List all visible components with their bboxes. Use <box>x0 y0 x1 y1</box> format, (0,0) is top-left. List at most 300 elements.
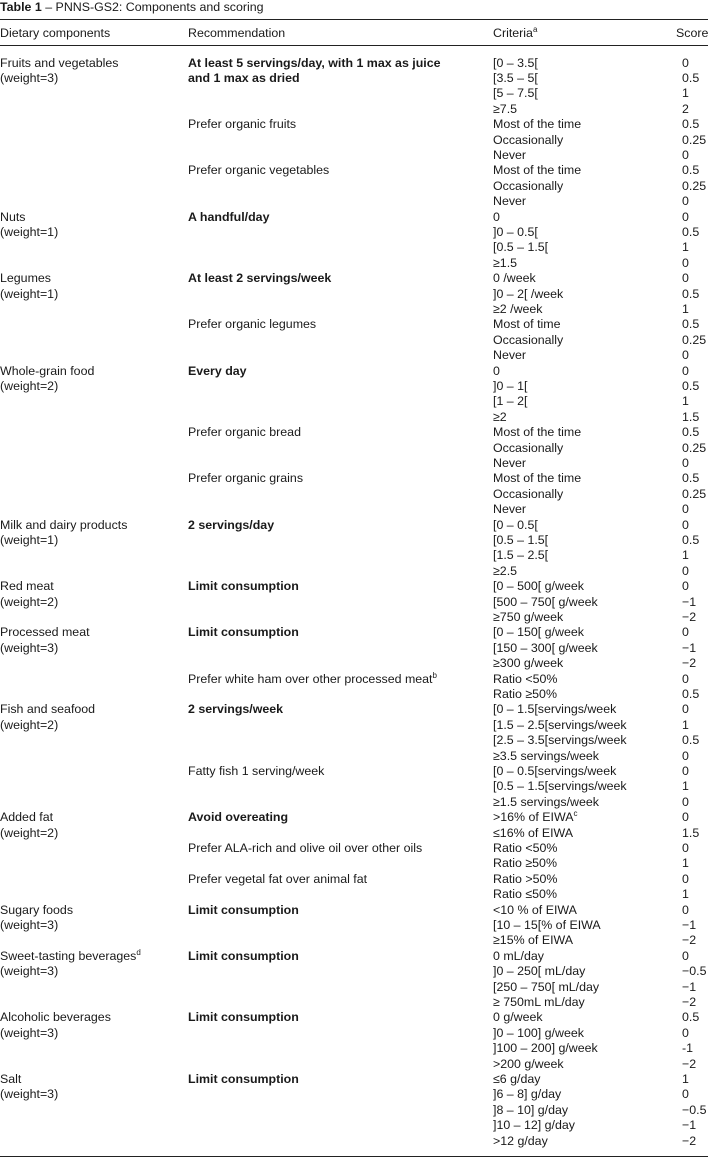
criteria-text: ]100 – 200] g/week <box>493 1041 598 1056</box>
criteria-text: [1 – 2[ <box>493 394 528 409</box>
score-text: 1 <box>682 394 689 409</box>
criteria <box>493 256 517 271</box>
component-weight-text: (weight=3) <box>0 964 59 979</box>
header-dietary-components: Dietary components <box>0 26 111 40</box>
criteria <box>493 225 538 240</box>
criteria-text: Never <box>493 194 527 209</box>
score <box>682 256 689 271</box>
recommendation <box>188 425 301 440</box>
recommendation <box>188 71 300 86</box>
score <box>682 841 689 856</box>
score <box>682 764 689 779</box>
score-text: 0.5 <box>682 733 700 748</box>
criteria-text: [0 – 0.5[servings/week <box>493 763 617 778</box>
score <box>682 410 699 425</box>
criteria <box>493 287 563 302</box>
criteria-text: Ratio ≤50% <box>493 887 557 902</box>
component-weight <box>0 379 58 394</box>
criteria <box>493 810 577 825</box>
criteria-text: ≥2 <box>493 409 507 424</box>
criteria <box>493 302 543 317</box>
criteria-text: Occasionally <box>493 332 564 347</box>
component-weight <box>0 641 58 656</box>
score-text: −2 <box>682 656 697 671</box>
criteria-text: ]6 – 8] g/day <box>493 1087 562 1102</box>
component-name-text: Red meat <box>0 579 54 594</box>
criteria <box>493 625 584 640</box>
score-text: 0.25 <box>682 178 707 193</box>
criteria <box>493 364 500 379</box>
score <box>682 980 696 995</box>
score-text: 0 <box>682 348 689 363</box>
component-weight <box>0 718 58 733</box>
recommendation-footnote: b <box>432 670 437 680</box>
score-text: 0.5 <box>682 425 700 440</box>
recommendation-text: Limit consumption <box>188 625 299 640</box>
component-name-text: Sugary foods <box>0 902 74 917</box>
recommendation-text: Prefer ALA-rich and olive oil over other oils <box>188 840 423 855</box>
recommendation-text: Prefer organic legumes <box>188 317 317 332</box>
score <box>682 133 706 148</box>
criteria-text: [0 – 150[ g/week <box>493 625 584 640</box>
criteria-text: ]8 – 10] g/day <box>493 1102 569 1117</box>
component-weight <box>0 533 58 548</box>
recommendation <box>188 271 331 286</box>
recommendation <box>188 117 296 132</box>
criteria-text: [0.5 – 1.5[servings/week <box>493 779 627 794</box>
component-name-text: Milk and dairy products <box>0 517 128 532</box>
score-text: −0.5 <box>682 964 707 979</box>
recommendation <box>188 1072 299 1087</box>
criteria <box>493 933 573 948</box>
criteria <box>493 56 538 71</box>
component-name-text: Added fat <box>0 810 54 825</box>
recommendation-text: Fatty fish 1 serving/week <box>188 763 325 778</box>
score <box>682 441 706 456</box>
criteria-text: Occasionally <box>493 132 564 147</box>
score-text: −1 <box>682 1118 697 1133</box>
criteria <box>493 394 527 409</box>
criteria <box>493 718 627 733</box>
score <box>682 518 689 533</box>
score <box>682 148 689 163</box>
recommendation-text: Prefer organic vegetables <box>188 163 330 178</box>
score-text: 0.5 <box>682 378 700 393</box>
criteria-text: Most of time <box>493 317 561 332</box>
component-weight <box>0 71 58 86</box>
recommendation-text: Limit consumption <box>188 902 299 917</box>
score <box>682 579 689 594</box>
component-name <box>0 56 118 71</box>
score-text: 1.5 <box>682 825 700 840</box>
score <box>682 1103 706 1118</box>
component-name-text: Processed meat <box>0 625 90 640</box>
score-text: −2 <box>682 994 697 1009</box>
criteria-text: [1.5 – 2.5[ <box>493 548 549 563</box>
criteria <box>493 379 527 394</box>
criteria-text: Never <box>493 455 527 470</box>
score <box>682 394 689 409</box>
recommendation-text: Prefer organic grains <box>188 471 304 486</box>
criteria-text: [0.5 – 1.5[ <box>493 240 549 255</box>
criteria <box>493 702 616 717</box>
score <box>682 1057 696 1072</box>
component-name <box>0 702 95 717</box>
score <box>682 964 706 979</box>
score <box>682 1026 689 1041</box>
criteria-text: ]0 – 0.5[ <box>493 224 538 239</box>
score <box>682 810 689 825</box>
table-label: Table 1 <box>0 0 42 14</box>
criteria <box>493 210 500 225</box>
criteria <box>493 333 563 348</box>
recommendation <box>188 579 299 594</box>
score-text: 0 <box>682 255 689 270</box>
component-weight-text: (weight=2) <box>0 825 59 840</box>
criteria-text: ≥1.5 servings/week <box>493 794 599 809</box>
criteria-text: [0.5 – 1.5[ <box>493 532 549 547</box>
criteria <box>493 918 601 933</box>
criteria <box>493 641 598 656</box>
component-name <box>0 518 127 533</box>
score-text: 0 <box>682 794 689 809</box>
component-name <box>0 271 51 286</box>
score <box>682 795 689 810</box>
criteria <box>493 687 557 702</box>
component-weight <box>0 287 58 302</box>
score <box>682 456 689 471</box>
criteria <box>493 471 581 486</box>
component-weight-text: (weight=3) <box>0 1087 59 1102</box>
score <box>682 749 689 764</box>
score <box>682 687 699 702</box>
recommendation <box>188 56 441 71</box>
criteria <box>493 194 526 209</box>
recommendation-text: Prefer vegetal fat over animal fat <box>188 871 368 886</box>
recommendation-text: Prefer white ham over other processed meat <box>188 671 433 686</box>
score <box>682 656 696 671</box>
score-text: 0 <box>682 455 689 470</box>
criteria <box>493 749 599 764</box>
score-text: 1 <box>682 856 689 871</box>
criteria-text: >12 g/day <box>493 1133 548 1148</box>
component-name <box>0 903 73 918</box>
score <box>682 333 706 348</box>
criteria-text: 0 g/week <box>493 1010 543 1025</box>
criteria <box>493 441 563 456</box>
component-weight-text: (weight=3) <box>0 1025 59 1040</box>
criteria-text: Never <box>493 348 527 363</box>
score <box>682 379 699 394</box>
criteria <box>493 86 538 101</box>
criteria <box>493 133 563 148</box>
score <box>682 487 706 502</box>
component-weight-text: (weight=3) <box>0 917 59 932</box>
criteria <box>493 179 563 194</box>
score-text: −1 <box>682 640 697 655</box>
header-recommendation: Recommendation <box>188 26 286 40</box>
score <box>682 826 699 841</box>
score <box>682 210 689 225</box>
criteria <box>493 949 544 964</box>
criteria-text: ≥2 /week <box>493 301 543 316</box>
score-text: 0.25 <box>682 486 707 501</box>
score-text: 0 <box>682 948 689 963</box>
criteria <box>493 518 538 533</box>
component-name-text: Fruits and vegetables <box>0 55 119 70</box>
component-weight <box>0 964 58 979</box>
score <box>682 1118 696 1133</box>
component-weight-text: (weight=2) <box>0 717 59 732</box>
criteria-text: ≥ 750mL mL/day <box>493 994 585 1009</box>
score <box>682 949 689 964</box>
criteria-text: Most of the time <box>493 163 582 178</box>
score <box>682 56 689 71</box>
score <box>682 225 699 240</box>
criteria-text: ]0 – 1[ <box>493 378 528 393</box>
criteria <box>493 317 560 332</box>
criteria <box>493 980 599 995</box>
score-text: 0 <box>682 840 689 855</box>
criteria <box>493 610 563 625</box>
criteria-text: ≥750 g/week <box>493 609 564 624</box>
recommendation-text: At least 5 servings/day, with 1 max as juice <box>188 55 441 70</box>
recommendation <box>188 471 303 486</box>
recommendation <box>188 625 299 640</box>
score-text: −1 <box>682 594 697 609</box>
component-weight <box>0 918 58 933</box>
criteria <box>493 71 538 86</box>
criteria-text: [500 – 750[ g/week <box>493 594 598 609</box>
recommendation <box>188 364 247 379</box>
score-text: 0.5 <box>682 286 700 301</box>
component-name-text: Fish and seafood <box>0 702 96 717</box>
score-text: 1 <box>682 240 689 255</box>
recommendation-text: At least 2 servings/week <box>188 271 332 286</box>
component-name <box>0 949 141 964</box>
criteria-text: ≥3.5 servings/week <box>493 748 599 763</box>
score <box>682 733 699 748</box>
criteria <box>493 240 548 255</box>
criteria-text: ]0 – 250[ mL/day <box>493 964 586 979</box>
criteria-text: ≥15% of EIWA <box>493 933 574 948</box>
criteria <box>493 1026 584 1041</box>
criteria-text: >16% of EIWA <box>493 810 574 825</box>
criteria <box>493 1118 575 1133</box>
criteria <box>493 271 536 286</box>
score <box>682 1010 699 1025</box>
recommendation-text: A handful/day <box>188 209 270 224</box>
criteria <box>493 841 557 856</box>
score <box>682 903 689 918</box>
score <box>682 625 689 640</box>
score-text: 0.5 <box>682 117 700 132</box>
criteria <box>493 595 598 610</box>
recommendation <box>188 810 288 825</box>
score <box>682 86 689 101</box>
score <box>682 595 696 610</box>
criteria-text: ]0 – 2[ /week <box>493 286 564 301</box>
criteria-text: Ratio >50% <box>493 871 558 886</box>
component-name <box>0 364 94 379</box>
score-text: 0.5 <box>682 686 700 701</box>
score-text: 1 <box>682 779 689 794</box>
criteria-text: Ratio <50% <box>493 840 558 855</box>
score-text: 1 <box>682 548 689 563</box>
score <box>682 271 689 286</box>
criteria-text: Ratio ≥50% <box>493 686 557 701</box>
component-name-text: Nuts <box>0 209 26 224</box>
score <box>682 179 706 194</box>
recommendation-text: Every day <box>188 363 247 378</box>
recommendation-text: and 1 max as dried <box>188 70 300 85</box>
criteria-text: [150 – 300[ g/week <box>493 640 598 655</box>
criteria-text: ≥1.5 <box>493 255 518 270</box>
recommendation-text: Avoid overeating <box>188 810 289 825</box>
score <box>682 240 689 255</box>
criteria <box>493 102 517 117</box>
component-name <box>0 579 54 594</box>
criteria <box>493 795 599 810</box>
criteria <box>493 425 581 440</box>
score <box>682 1134 696 1149</box>
criteria <box>493 779 627 794</box>
score-text: 0.25 <box>682 332 707 347</box>
recommendation-text: Prefer organic bread <box>188 425 301 440</box>
score-text: 0 <box>682 763 689 778</box>
criteria <box>493 887 557 902</box>
score-text: 0 <box>682 194 689 209</box>
criteria-text: [0 – 500[ g/week <box>493 579 584 594</box>
score <box>682 995 696 1010</box>
component-weight <box>0 225 58 240</box>
recommendation <box>188 764 324 779</box>
criteria-text: Never <box>493 502 527 517</box>
recommendation-text: Limit consumption <box>188 1071 299 1086</box>
component-weight-text: (weight=3) <box>0 640 59 655</box>
recommendation <box>188 518 274 533</box>
score <box>682 348 689 363</box>
score-text: 0.5 <box>682 163 700 178</box>
header-criteria-footnote: a <box>532 25 538 34</box>
component-name <box>0 210 25 225</box>
score-text: 0 <box>682 563 689 578</box>
criteria-text: ≥2.5 <box>493 563 518 578</box>
score-text: 0 <box>682 1025 689 1040</box>
score-text: 0.25 <box>682 132 707 147</box>
criteria <box>493 733 627 748</box>
criteria <box>493 148 526 163</box>
score <box>682 317 699 332</box>
score <box>682 102 689 117</box>
score <box>682 302 689 317</box>
score-text: 2 <box>682 101 689 116</box>
score-text: -1 <box>682 1041 694 1056</box>
score <box>682 872 689 887</box>
score <box>682 779 689 794</box>
score-text: 0.5 <box>682 224 700 239</box>
criteria-text: [0 – 1.5[servings/week <box>493 702 617 717</box>
criteria <box>493 826 573 841</box>
criteria <box>493 548 548 563</box>
criteria <box>493 764 616 779</box>
component-name <box>0 810 53 825</box>
score <box>682 287 699 302</box>
criteria-text: [250 – 750[ mL/day <box>493 979 600 994</box>
criteria-text: [0 – 0.5[ <box>493 517 538 532</box>
score <box>682 471 699 486</box>
score-text: −1 <box>682 979 697 994</box>
score <box>682 702 689 717</box>
criteria <box>493 995 585 1010</box>
score-text: 1.5 <box>682 409 700 424</box>
component-name-text: Legumes <box>0 271 51 286</box>
criteria-text: ]0 – 100] g/week <box>493 1025 584 1040</box>
score <box>682 163 699 178</box>
score <box>682 502 689 517</box>
component-weight <box>0 1087 58 1102</box>
criteria <box>493 487 563 502</box>
score <box>682 1087 689 1102</box>
component-weight-text: (weight=1) <box>0 286 59 301</box>
score-text: 0 <box>682 517 689 532</box>
criteria <box>493 564 517 579</box>
score-text: −2 <box>682 1133 697 1148</box>
score-text: 0 <box>682 671 689 686</box>
component-name <box>0 1072 21 1087</box>
score-text: 1 <box>682 887 689 902</box>
component-name-text: Whole-grain food <box>0 363 95 378</box>
criteria-text: [1.5 – 2.5[servings/week <box>493 717 627 732</box>
component-weight <box>0 826 58 841</box>
recommendation <box>188 317 316 332</box>
criteria-text: Ratio <50% <box>493 671 558 686</box>
criteria-text: 0 mL/day <box>493 948 544 963</box>
score-text: −2 <box>682 933 697 948</box>
criteria <box>493 1134 548 1149</box>
score-text: 0 <box>682 147 689 162</box>
criteria-text: 0 <box>493 209 500 224</box>
header-score: Score <box>676 26 708 40</box>
criteria-text: ≤16% of EIWA <box>493 825 574 840</box>
criteria-text: Occasionally <box>493 440 564 455</box>
component-weight-text: (weight=2) <box>0 594 59 609</box>
score <box>682 641 696 656</box>
score <box>682 1072 689 1087</box>
recommendation-text: Limit consumption <box>188 1010 299 1025</box>
score-text: 1 <box>682 86 689 101</box>
component-weight <box>0 1026 58 1041</box>
score <box>682 194 689 209</box>
criteria <box>493 1010 543 1025</box>
score <box>682 425 699 440</box>
criteria <box>493 456 526 471</box>
component-name-footnote: d <box>136 947 141 957</box>
score <box>682 610 696 625</box>
score <box>682 117 699 132</box>
criteria-text: ≤6 g/day <box>493 1071 541 1086</box>
criteria <box>493 856 557 871</box>
recommendation <box>188 163 329 178</box>
table-caption: – PNNS-GS2: Components and scoring <box>41 0 264 14</box>
score-text: −0.5 <box>682 1102 707 1117</box>
score <box>682 564 689 579</box>
criteria <box>493 533 548 548</box>
score-text: 0.5 <box>682 532 700 547</box>
recommendation-text: 2 servings/day <box>188 517 275 532</box>
score <box>682 887 689 902</box>
criteria-text: [5 – 7.5[ <box>493 86 538 101</box>
